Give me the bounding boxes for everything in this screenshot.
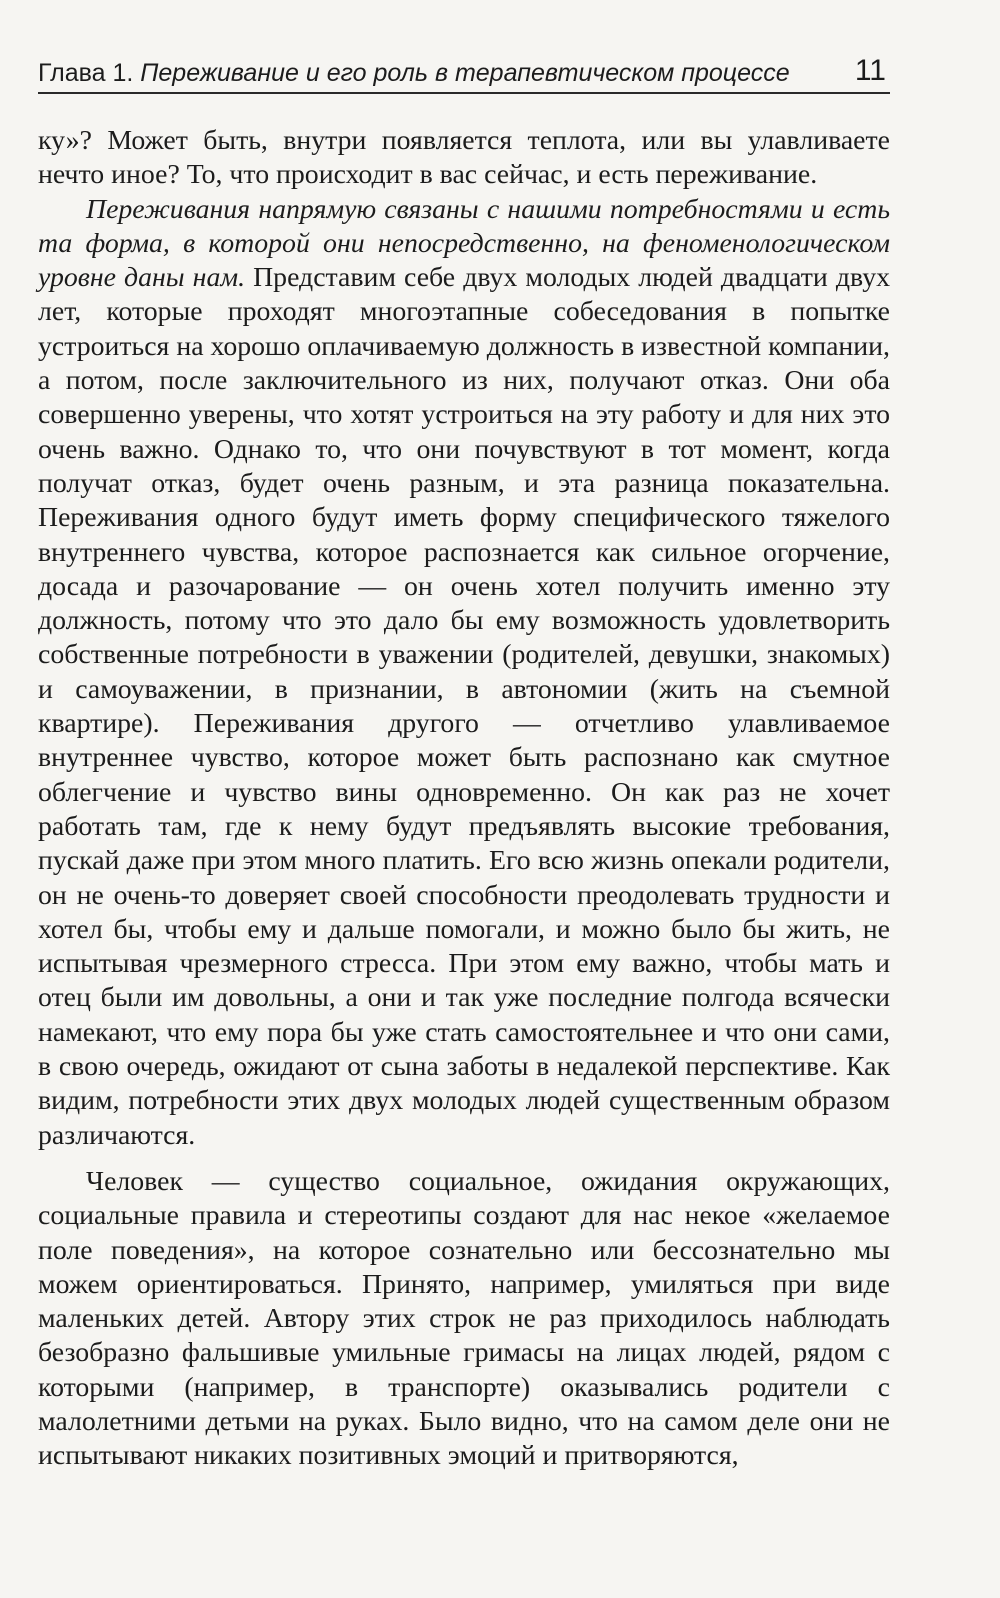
paragraph-text: Представим себе двух молодых людей двадцати двух лет, которые проходят многоэтапные собеседования в попытке устроиться на хорошо оплачиваемую должность в известной компании, а потом, после заключительного из них, получают отказ. Они оба совершенно уверены, что хотят устроиться на эту работу и для них это очень важно. Однако то, что они почувствуют в тот момент, когда получат отказ, будет очень разным, и эта разница показательна. Переживания одного будут иметь форму специфического тяжелого внутреннего чувства, которое распознается как сильное огорчение, досада и разочарование — он очень хотел получить именно эту должность, потому что это дало бы ему возможность удовлетворить собственные потребности в уважении (родителей, девушки, знакомых) и самоуважении, в признании, в автономии (жить на съемной квартире). Переживания другого — отчетливо улавливаемое внутреннее чувство, которое может быть распознано как смутное облегчение и чувство вины одновременно. Он как раз не хочет работать там, где к нему будут предъявлять высокие требования, пускай даже при этом много платить. Его всю жизнь опекали родители, он не очень-то доверяет своей способности преодолевать трудности и хотел бы, чтобы ему и дальше помогали, и можно было бы жить, не испытывая чрезмерного стресса. При этом ему важно, чтобы мать и отец были им довольны, а они и так уже последние полгода всячески намекают, что ему пора бы уже стать самостоятельнее и что они сами, в свою очередь, ожидают от сына заботы в недалекой перспективе. Как видим, потребности этих двух молодых людей существенным образом различаются. [38, 262, 890, 1151]
paragraph-italic-lead: Переживания напрямую связаны с нашими потребностями и есть та форма, в которой они непосредственно, на феноменологическом уровне даны нам. [38, 193, 890, 294]
page-number: 11 [854, 54, 886, 87]
body-text [38, 124, 890, 1474]
paragraph-needs [38, 193, 890, 1153]
chapter-label: Глава 1. [38, 59, 134, 87]
book-page [38, 54, 890, 1474]
paragraph-text: Человек — существо социальное, ожидания окружающих, социальные правила и стереотипы создают для нас некое «желаемое поле поведения», на которое сознательно или бессознательно мы можем ориентироваться. Принято, например, умиляться при виде маленьких детей. Автору этих строк не раз приходилось наблюдать безобразно фальшивые умильные гримасы на лицах людей, рядом с которыми (например, в транспорте) оказывались родители с малолетними детьми на руках. Было видно, что на самом деле они не испытывают никаких позитивных эмоций и притворяются, [38, 1165, 890, 1472]
paragraph-social [38, 1165, 890, 1474]
chapter-title: Переживание и его роль в терапевтическом процессе [140, 59, 790, 87]
running-header [38, 54, 890, 94]
header-title [38, 59, 790, 88]
paragraph-continuation [38, 124, 890, 193]
paragraph-text: ку»? Может быть, внутри появляется теплота, или вы улавливаете нечто иное? То, что происходит в вас сейчас, и есть переживание. [38, 125, 890, 191]
